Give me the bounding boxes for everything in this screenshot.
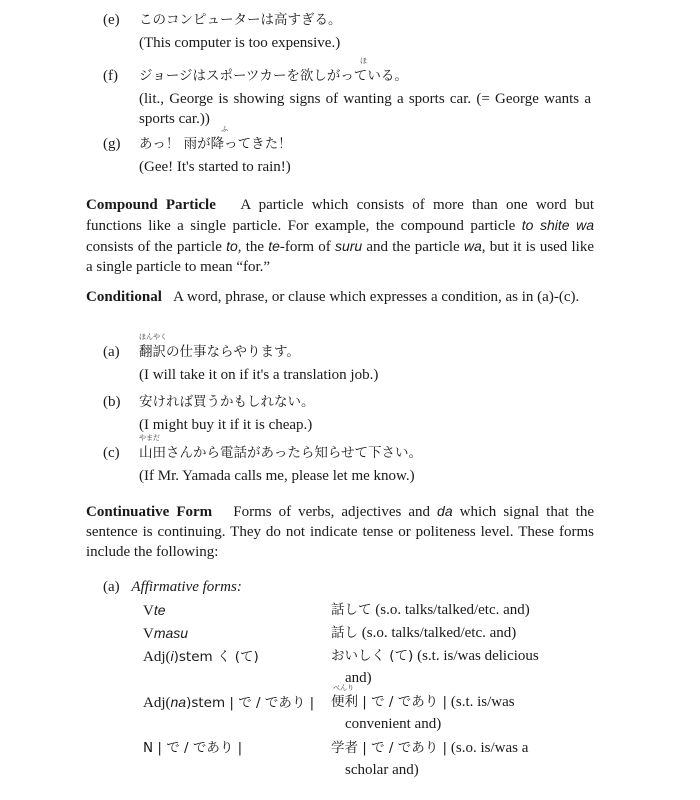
- japanese-form: 便利 | で / であり |: [331, 694, 448, 710]
- glossary-term: Compound Particle: [86, 197, 216, 213]
- form-text: )stem | で / であり |: [186, 695, 315, 711]
- furigana: やまだ: [139, 434, 160, 442]
- italic-term: suru: [334, 238, 363, 254]
- english-gloss-continued: scholar and): [345, 762, 419, 778]
- example-label: (a): [103, 344, 120, 360]
- english-gloss-continued: convenient and): [345, 716, 442, 732]
- example-label: (e): [103, 12, 120, 28]
- glossary-term: Continuative Form: [86, 504, 213, 520]
- italic-term: masu: [153, 625, 189, 641]
- english-gloss: (s.o. talks/talked/etc. and): [375, 602, 530, 618]
- definition-text: , the: [237, 239, 269, 255]
- japanese-form: おいしく (て): [331, 648, 414, 664]
- definition-text: -form of: [279, 239, 335, 255]
- glossary-term: Conditional: [86, 289, 162, 305]
- form-example: [331, 684, 515, 712]
- japanese-sentence: 翻訳の仕事ならやります。: [139, 344, 300, 360]
- japanese-sentence: あっ！ 雨が降ってきた！: [139, 136, 292, 152]
- example-label: (c): [103, 445, 120, 461]
- form-text: V: [143, 603, 154, 619]
- japanese-form: 学者 | で / であり |: [331, 740, 448, 756]
- furigana: ほ: [360, 57, 367, 65]
- english-translation: (Gee! It's started to rain!): [139, 159, 291, 175]
- japanese-sentence: 安ければ買うかもしれない。: [139, 394, 315, 410]
- definition-text: A particle which consists of more than one word but functions like a single particle. For example, the compound particle: [86, 197, 595, 234]
- subsection-label: (a): [103, 579, 120, 595]
- japanese-form: 話し: [331, 625, 358, 641]
- english-translation: (I might buy it if it is cheap.): [139, 417, 313, 433]
- english-translation: (I will take it on if it's a translation job.): [139, 367, 379, 383]
- italic-term: to shite wa: [521, 217, 594, 233]
- subsection-heading: [103, 577, 242, 597]
- definition-text: which signal that the sentence is continuing. They do not indicate tense or politeness level. These forms include the following:: [86, 504, 594, 560]
- japanese-sentence: 山田さんから電話があったら知らせて下さい。: [139, 445, 422, 461]
- definition-text: Forms of verbs, adjectives and: [233, 504, 438, 520]
- english-gloss: (s.o. talks/talked/etc. and): [361, 625, 517, 641]
- italic-term: i: [170, 648, 174, 664]
- japanese-form: 話して: [331, 602, 372, 618]
- furigana: べんり: [333, 684, 354, 692]
- form-example: [331, 623, 516, 643]
- definition-text: , but it is used like a single particle to mean “for.”: [86, 239, 594, 275]
- english-gloss: (s.t. is/was: [450, 694, 515, 710]
- definition-text: consists of the particle: [86, 239, 227, 255]
- italic-term: da: [437, 503, 453, 519]
- english-translation: (lit., George is showing signs of wanting a sports car. (= George wants a sports car.)): [139, 91, 591, 127]
- furigana: ほんやく: [139, 333, 167, 341]
- italic-term: te: [268, 238, 280, 254]
- english-gloss: (s.o. is/was a: [450, 740, 529, 756]
- form-example: [331, 738, 528, 758]
- japanese-sentence: ジョージはスポーツカーを欲しがっている。: [139, 68, 408, 84]
- subsection-title: Affirmative forms:: [131, 579, 242, 595]
- example-label: (b): [103, 394, 121, 410]
- italic-term: wa: [463, 238, 482, 254]
- form-left: [143, 600, 166, 621]
- furigana: ふ: [221, 125, 228, 133]
- example-label: (f): [103, 68, 118, 84]
- form-text: Adj(: [143, 695, 171, 711]
- definition-text: and the particle: [362, 239, 464, 255]
- definition-text: A word, phrase, or clause which expresses a condition, as in (a)-(c).: [173, 289, 580, 305]
- english-gloss-continued: and): [345, 670, 372, 686]
- conditional-entry: [86, 287, 594, 307]
- english-gloss: (s.t. is/was delicious: [417, 648, 539, 664]
- form-left: [143, 646, 259, 667]
- form-left: [143, 623, 188, 644]
- form-example: [331, 600, 530, 620]
- japanese-sentence: このコンピューターは高すぎる。: [139, 12, 342, 28]
- english-translation: (If Mr. Yamada calls me, please let me know.): [139, 468, 415, 484]
- english-translation: (This computer is too expensive.): [139, 35, 341, 51]
- italic-term: te: [153, 602, 166, 618]
- form-text: N | で / であり |: [143, 740, 243, 756]
- form-text: Adj(: [143, 649, 171, 665]
- form-text: )stem く (て): [173, 649, 259, 665]
- example-label: (g): [103, 136, 121, 152]
- form-example: [331, 646, 539, 666]
- form-left: [143, 692, 314, 713]
- continuative-form-entry: [86, 501, 594, 562]
- form-text: V: [143, 626, 154, 642]
- italic-term: to: [226, 238, 238, 254]
- form-left: [143, 738, 242, 758]
- compound-particle-entry: [86, 195, 594, 277]
- italic-term: na: [170, 694, 187, 710]
